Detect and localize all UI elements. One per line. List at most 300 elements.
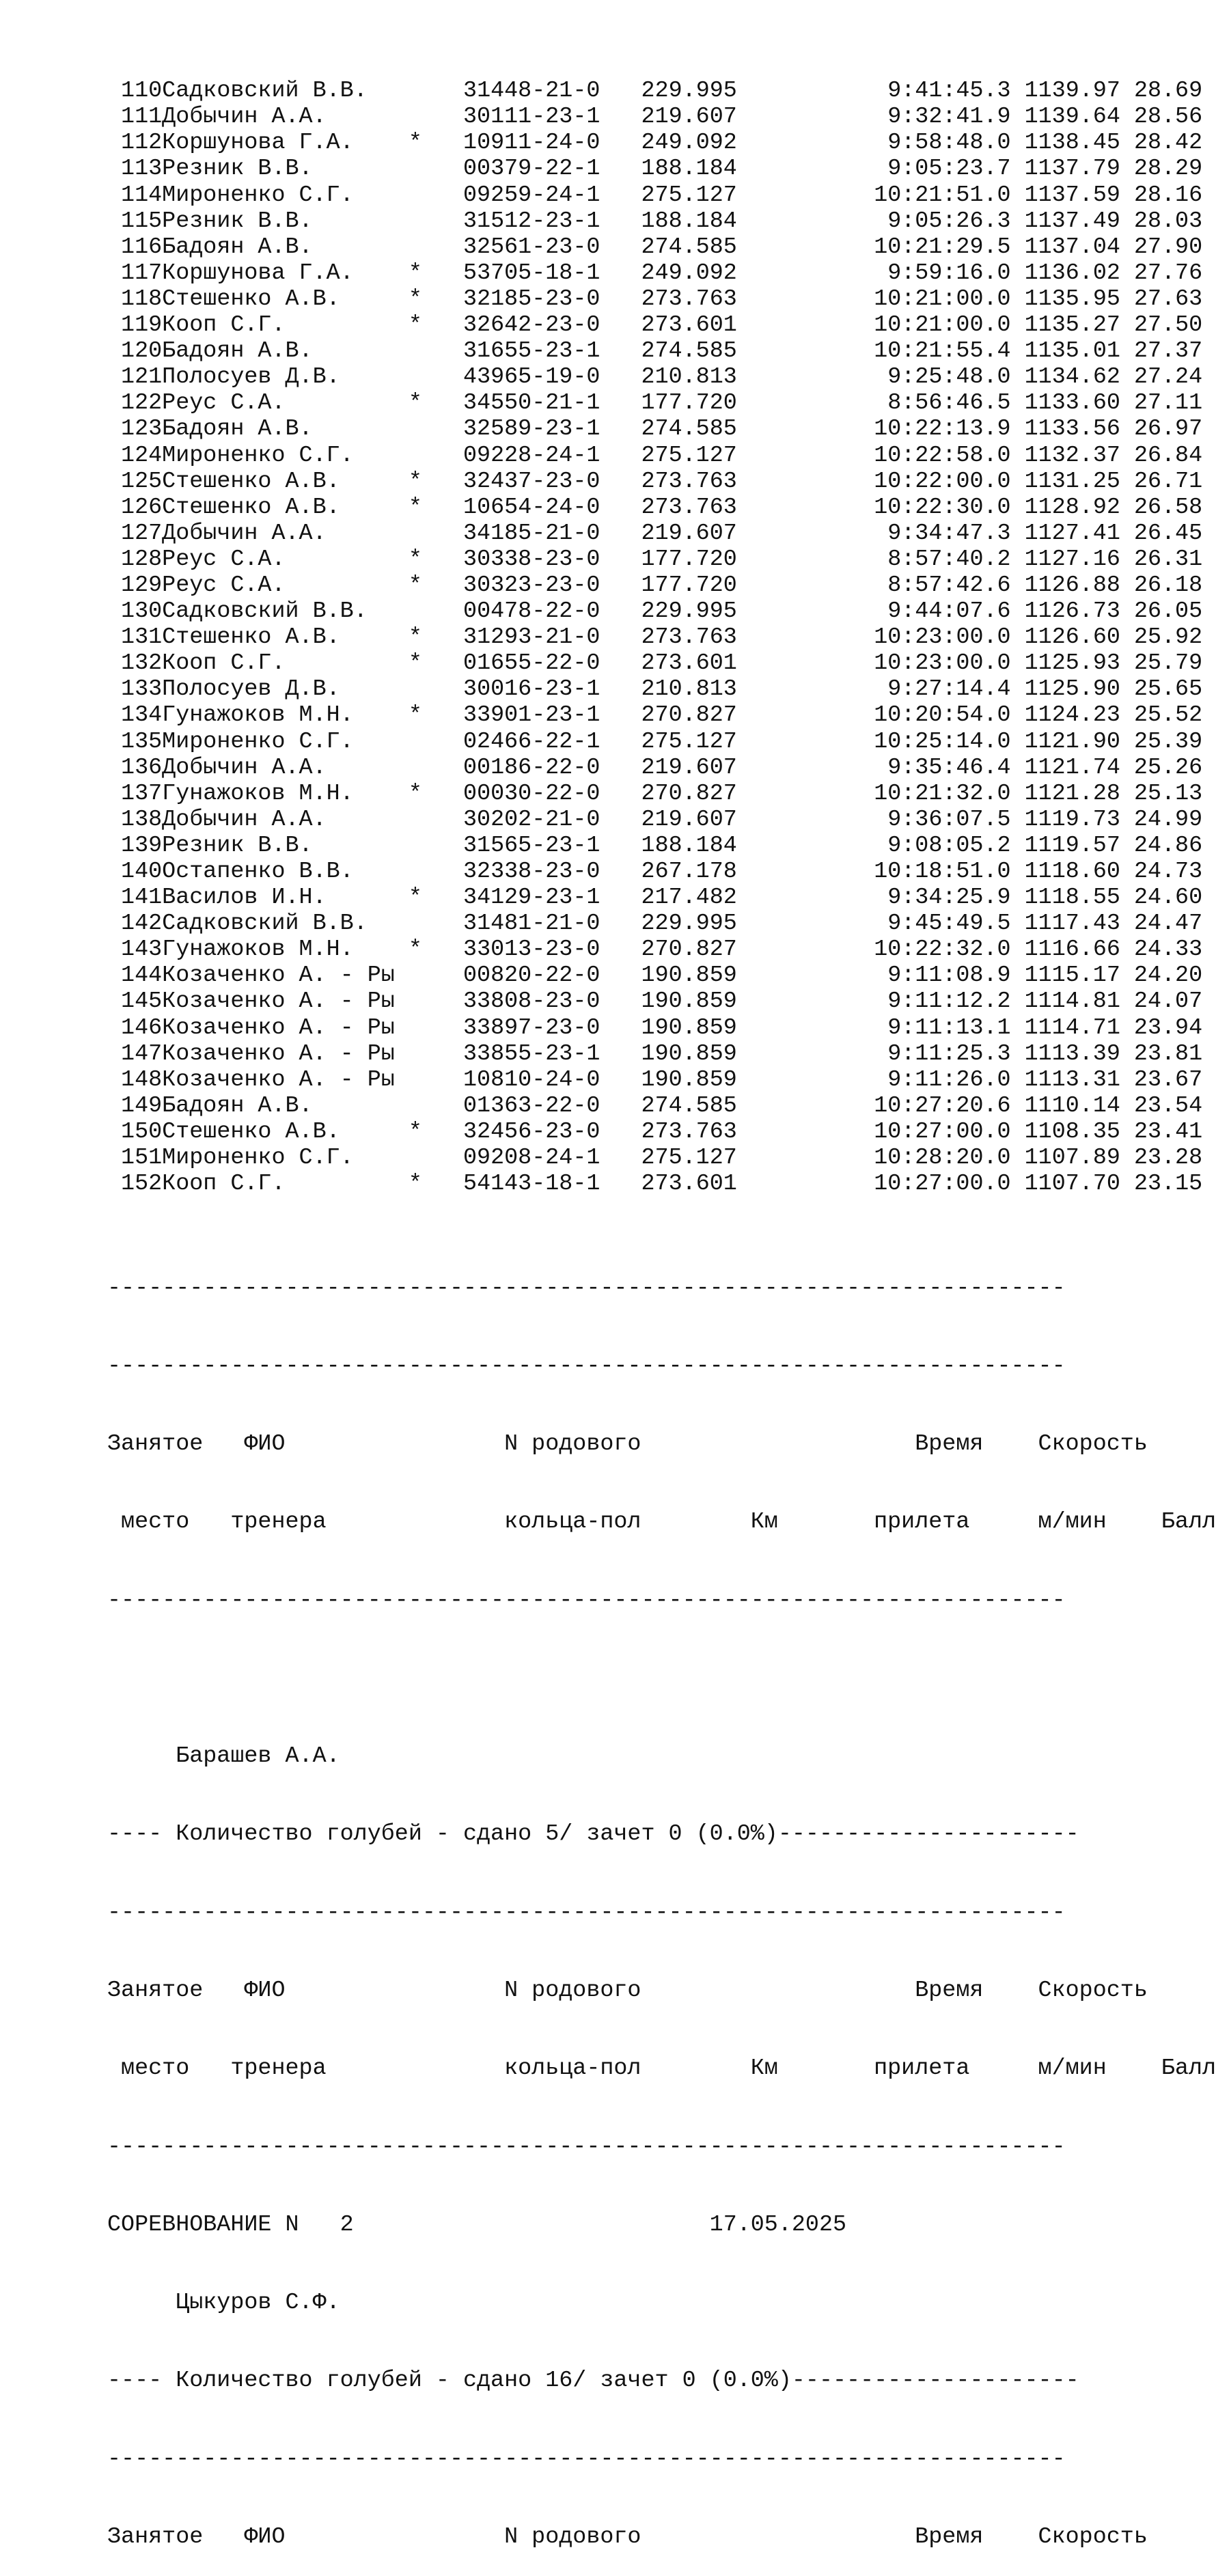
result-row xyxy=(107,495,1216,521)
speed-cell: 1126.73 xyxy=(1024,598,1120,625)
column-header-line-1: Занятое ФИО N родового Время Скорость xyxy=(107,1431,1148,1458)
place-cell: 112 xyxy=(121,130,163,156)
place-cell: 135 xyxy=(121,728,163,755)
score-cell: 28.42 xyxy=(1133,130,1203,156)
place-cell: 142 xyxy=(121,911,163,937)
score-cell: 25.65 xyxy=(1133,676,1203,703)
trainer-name-cell: Мироненко С.Г. xyxy=(162,442,354,469)
distance-cell: 270.827 xyxy=(641,702,737,729)
distance-cell: 190.859 xyxy=(641,988,737,1015)
ring-number-cell: 31448-21-0 xyxy=(463,78,600,105)
ring-number-cell: 33855-23-1 xyxy=(463,1040,600,1067)
ring-number-cell: 31565-23-1 xyxy=(463,832,600,859)
distance-cell: 273.601 xyxy=(641,1171,737,1197)
ring-number-cell: 10654-24-0 xyxy=(463,494,600,521)
score-cell: 23.94 xyxy=(1133,1014,1203,1041)
ring-number-cell: 32338-23-0 xyxy=(463,859,600,885)
arrival-time-cell: 9:58:48.0 xyxy=(887,130,1011,156)
place-cell: 127 xyxy=(121,520,163,546)
arrival-time-cell: 10:21:00.0 xyxy=(874,312,1011,339)
distance-cell: 273.763 xyxy=(641,1118,737,1145)
ring-number-cell: 33897-23-0 xyxy=(463,1014,600,1041)
distance-cell: 177.720 xyxy=(641,390,737,417)
place-cell: 140 xyxy=(121,859,163,885)
trainer-name-cell: Кооп С.Г. xyxy=(162,1171,286,1197)
place-cell: 122 xyxy=(121,390,163,417)
speed-cell: 1107.70 xyxy=(1024,1171,1120,1197)
arrival-time-cell: 9:11:13.1 xyxy=(887,1014,1011,1041)
speed-cell: 1127.16 xyxy=(1024,546,1120,572)
speed-cell: 1113.39 xyxy=(1024,1040,1120,1067)
mark-cell: * xyxy=(408,494,422,521)
result-row xyxy=(107,338,1216,364)
arrival-time-cell: 10:23:00.0 xyxy=(874,624,1011,651)
score-cell: 26.58 xyxy=(1133,494,1203,521)
arrival-time-cell: 9:27:14.4 xyxy=(887,676,1011,703)
distance-cell: 188.184 xyxy=(641,208,737,234)
place-cell: 134 xyxy=(121,702,163,729)
trainer-name-cell: Гунажоков М.Н. xyxy=(162,702,354,729)
separator-line: ---------------------------------------------------------------------- xyxy=(107,1899,1066,1926)
arrival-time-cell: 10:27:00.0 xyxy=(874,1171,1011,1197)
trainer-name-cell: Мироненко С.Г. xyxy=(162,1145,354,1172)
distance-cell: 275.127 xyxy=(641,442,737,469)
place-cell: 120 xyxy=(121,338,163,365)
place-cell: 124 xyxy=(121,442,163,469)
ring-number-cell: 32185-23-0 xyxy=(463,286,600,312)
score-cell: 26.05 xyxy=(1133,598,1203,625)
place-cell: 145 xyxy=(121,988,163,1015)
speed-cell: 1115.17 xyxy=(1024,962,1120,989)
distance-cell: 273.763 xyxy=(641,624,737,651)
speed-cell: 1133.60 xyxy=(1024,390,1120,417)
distance-cell: 229.995 xyxy=(641,78,737,105)
ring-number-cell: 34185-21-0 xyxy=(463,520,600,546)
result-row xyxy=(107,962,1216,988)
place-cell: 119 xyxy=(121,312,163,339)
score-cell: 28.56 xyxy=(1133,104,1203,130)
score-cell: 25.92 xyxy=(1133,624,1203,651)
place-cell: 147 xyxy=(121,1040,163,1067)
speed-cell: 1131.25 xyxy=(1024,468,1120,495)
speed-cell: 1116.66 xyxy=(1024,937,1120,963)
distance-cell: 219.607 xyxy=(641,520,737,546)
trainer-name-cell: Добычин А.А. xyxy=(162,520,327,546)
arrival-time-cell: 10:20:54.0 xyxy=(874,702,1011,729)
trainer-name-cell: Василов И.Н. xyxy=(162,885,327,911)
ring-number-cell: 31481-21-0 xyxy=(463,911,600,937)
trainer-pigeon-summary: ---- Количество голубей - сдано 5/ зачет 0 (0.0%)---------------------- xyxy=(107,1821,1079,1848)
distance-cell: 190.859 xyxy=(641,1040,737,1067)
arrival-time-cell: 9:32:41.9 xyxy=(887,104,1011,130)
trainer-name-cell: Козаченко А. - Ры xyxy=(162,962,395,989)
arrival-time-cell: 9:36:07.5 xyxy=(887,806,1011,833)
result-row xyxy=(107,1145,1216,1171)
ring-number-cell: 43965-19-0 xyxy=(463,364,600,391)
result-row xyxy=(107,260,1216,286)
trainer-name-cell: Бадоян А.В. xyxy=(162,234,313,260)
score-cell: 27.50 xyxy=(1133,312,1203,339)
trainer-name-cell: Стешенко А.В. xyxy=(162,494,340,521)
ring-number-cell: 09228-24-1 xyxy=(463,442,600,469)
trainer-name-cell: Добычин А.А. xyxy=(162,754,327,781)
result-row xyxy=(107,1041,1216,1067)
score-cell: 23.67 xyxy=(1133,1066,1203,1093)
place-cell: 121 xyxy=(121,364,163,391)
speed-cell: 1139.97 xyxy=(1024,78,1120,105)
score-cell: 28.29 xyxy=(1133,156,1203,182)
result-row xyxy=(107,286,1216,312)
arrival-time-cell: 9:11:08.9 xyxy=(887,962,1011,989)
ring-number-cell: 32437-23-0 xyxy=(463,468,600,495)
score-cell: 23.15 xyxy=(1133,1171,1203,1197)
result-row xyxy=(107,234,1216,260)
arrival-time-cell: 9:11:26.0 xyxy=(887,1066,1011,1093)
ring-number-cell: 32642-23-0 xyxy=(463,312,600,339)
speed-cell: 1137.04 xyxy=(1024,234,1120,260)
result-row xyxy=(107,572,1216,598)
arrival-time-cell: 9:45:49.5 xyxy=(887,911,1011,937)
score-cell: 26.45 xyxy=(1133,520,1203,546)
speed-cell: 1107.89 xyxy=(1024,1145,1120,1172)
distance-cell: 188.184 xyxy=(641,832,737,859)
place-cell: 111 xyxy=(121,104,163,130)
speed-cell: 1125.90 xyxy=(1024,676,1120,703)
ring-number-cell: 34550-21-1 xyxy=(463,390,600,417)
ring-number-cell: 32589-23-1 xyxy=(463,416,600,443)
ring-number-cell: 32456-23-0 xyxy=(463,1118,600,1145)
ring-number-cell: 53705-18-1 xyxy=(463,260,600,286)
trainer-name-cell: Добычин А.А. xyxy=(162,806,327,833)
distance-cell: 274.585 xyxy=(641,1092,737,1119)
result-row xyxy=(107,859,1216,885)
score-cell: 24.73 xyxy=(1133,859,1203,885)
ring-number-cell: 30338-23-0 xyxy=(463,546,600,572)
speed-cell: 1126.60 xyxy=(1024,624,1120,651)
result-row xyxy=(107,312,1216,338)
speed-cell: 1110.14 xyxy=(1024,1092,1120,1119)
trainer-name-cell: Стешенко А.В. xyxy=(162,286,340,312)
score-cell: 25.79 xyxy=(1133,650,1203,677)
mark-cell: * xyxy=(408,468,422,495)
arrival-time-cell: 9:35:46.4 xyxy=(887,754,1011,781)
arrival-time-cell: 9:11:25.3 xyxy=(887,1040,1011,1067)
place-cell: 138 xyxy=(121,806,163,833)
speed-cell: 1121.74 xyxy=(1024,754,1120,781)
trainer-name-cell: Кооп С.Г. xyxy=(162,650,286,677)
distance-cell: 219.607 xyxy=(641,104,737,130)
result-row xyxy=(107,104,1216,130)
trainer-name: Барашев А.А. xyxy=(107,1743,340,1770)
column-header-line-1: Занятое ФИО N родового Время Скорость xyxy=(107,2524,1148,2550)
arrival-time-cell: 9:08:05.2 xyxy=(887,832,1011,859)
ring-number-cell: 00379-22-1 xyxy=(463,156,600,182)
trainer-name-cell: Стешенко А.В. xyxy=(162,1118,340,1145)
arrival-time-cell: 10:22:13.9 xyxy=(874,416,1011,443)
trainer-name-cell: Козаченко А. - Ры xyxy=(162,988,395,1015)
score-cell: 25.39 xyxy=(1133,728,1203,755)
place-cell: 148 xyxy=(121,1066,163,1093)
speed-cell: 1108.35 xyxy=(1024,1118,1120,1145)
trainer-name-cell: Резник В.В. xyxy=(162,208,313,234)
result-row xyxy=(107,390,1216,416)
ring-number-cell: 01655-22-0 xyxy=(463,650,600,677)
speed-cell: 1135.95 xyxy=(1024,286,1120,312)
speed-cell: 1121.90 xyxy=(1024,728,1120,755)
place-cell: 149 xyxy=(121,1092,163,1119)
mark-cell: * xyxy=(408,624,422,651)
speed-cell: 1128.92 xyxy=(1024,494,1120,521)
ring-number-cell: 33901-23-1 xyxy=(463,702,600,729)
ring-number-cell: 31512-23-1 xyxy=(463,208,600,234)
place-cell: 115 xyxy=(121,208,163,234)
speed-cell: 1133.56 xyxy=(1024,416,1120,443)
speed-cell: 1137.59 xyxy=(1024,182,1120,208)
arrival-time-cell: 10:23:00.0 xyxy=(874,650,1011,677)
result-row xyxy=(107,443,1216,469)
score-cell: 28.03 xyxy=(1133,208,1203,234)
mark-cell: * xyxy=(408,702,422,729)
result-row xyxy=(107,208,1216,234)
distance-cell: 210.813 xyxy=(641,364,737,391)
ring-number-cell: 00478-22-0 xyxy=(463,598,600,625)
mark-cell: * xyxy=(408,312,422,339)
trainer-name-cell: Реус С.А. xyxy=(162,546,286,572)
arrival-time-cell: 10:27:00.0 xyxy=(874,1118,1011,1145)
place-cell: 136 xyxy=(121,754,163,781)
distance-cell: 274.585 xyxy=(641,338,737,365)
place-cell: 141 xyxy=(121,885,163,911)
score-cell: 24.07 xyxy=(1133,988,1203,1015)
speed-cell: 1119.73 xyxy=(1024,806,1120,833)
trainer-name-cell: Добычин А.А. xyxy=(162,104,327,130)
result-row xyxy=(107,130,1216,156)
ring-number-cell: 10911-24-0 xyxy=(463,130,600,156)
mark-cell: * xyxy=(408,1171,422,1197)
score-cell: 28.69 xyxy=(1133,78,1203,105)
ring-number-cell: 00820-22-0 xyxy=(463,962,600,989)
arrival-time-cell: 10:21:55.4 xyxy=(874,338,1011,365)
trainer-name-cell: Бадоян А.В. xyxy=(162,1092,313,1119)
distance-cell: 273.763 xyxy=(641,286,737,312)
result-row xyxy=(107,781,1216,807)
result-row xyxy=(107,546,1216,572)
arrival-time-cell: 9:59:16.0 xyxy=(887,260,1011,286)
place-cell: 117 xyxy=(121,260,163,286)
result-row xyxy=(107,1067,1216,1093)
trainer-name-cell: Резник В.В. xyxy=(162,832,313,859)
result-row xyxy=(107,650,1216,676)
arrival-time-cell: 9:34:25.9 xyxy=(887,885,1011,911)
score-cell: 25.13 xyxy=(1133,780,1203,807)
place-cell: 144 xyxy=(121,962,163,989)
place-cell: 139 xyxy=(121,832,163,859)
trainer-name-cell: Садковский В.В. xyxy=(162,911,368,937)
mark-cell: * xyxy=(408,390,422,417)
trainer-name-cell: Остапенко В.В. xyxy=(162,859,354,885)
trainer-name-cell: Козаченко А. - Ры xyxy=(162,1040,395,1067)
speed-cell: 1117.43 xyxy=(1024,911,1120,937)
mark-cell: * xyxy=(408,650,422,677)
mark-cell: * xyxy=(408,546,422,572)
arrival-time-cell: 10:22:00.0 xyxy=(874,468,1011,495)
trainer-name: Цыкуров С.Ф. xyxy=(107,2290,340,2316)
score-cell: 26.84 xyxy=(1133,442,1203,469)
score-cell: 27.24 xyxy=(1133,364,1203,391)
ring-number-cell: 02466-22-1 xyxy=(463,728,600,755)
result-row xyxy=(107,1015,1216,1041)
ring-number-cell: 34129-23-1 xyxy=(463,885,600,911)
arrival-time-cell: 10:21:51.0 xyxy=(874,182,1011,208)
arrival-time-cell: 10:21:29.5 xyxy=(874,234,1011,260)
speed-cell: 1125.93 xyxy=(1024,650,1120,677)
arrival-time-cell: 9:05:26.3 xyxy=(887,208,1011,234)
score-cell: 23.54 xyxy=(1133,1092,1203,1119)
distance-cell: 273.763 xyxy=(641,494,737,521)
speed-cell: 1135.01 xyxy=(1024,338,1120,365)
score-cell: 27.90 xyxy=(1133,234,1203,260)
score-cell: 27.63 xyxy=(1133,286,1203,312)
trainer-name-cell: Козаченко А. - Ры xyxy=(162,1066,395,1093)
speed-cell: 1137.79 xyxy=(1024,156,1120,182)
place-cell: 130 xyxy=(121,598,163,625)
trainer-name-cell: Полосуев Д.В. xyxy=(162,676,340,703)
distance-cell: 190.859 xyxy=(641,1014,737,1041)
speed-cell: 1119.57 xyxy=(1024,832,1120,859)
ring-number-cell: 54143-18-1 xyxy=(463,1171,600,1197)
result-row xyxy=(107,1171,1216,1197)
arrival-time-cell: 10:27:20.6 xyxy=(874,1092,1011,1119)
place-cell: 151 xyxy=(121,1145,163,1172)
ring-number-cell: 01363-22-0 xyxy=(463,1092,600,1119)
result-row xyxy=(107,755,1216,781)
trainer-pigeon-summary: ---- Количество голубей - сдано 16/ зачет 0 (0.0%)--------------------- xyxy=(107,2368,1079,2394)
place-cell: 113 xyxy=(121,156,163,182)
score-cell: 27.76 xyxy=(1133,260,1203,286)
distance-cell: 219.607 xyxy=(641,806,737,833)
place-cell: 114 xyxy=(121,182,163,208)
result-row xyxy=(107,364,1216,390)
speed-cell: 1136.02 xyxy=(1024,260,1120,286)
ring-number-cell: 00186-22-0 xyxy=(463,754,600,781)
trainer-name-cell: Мироненко С.Г. xyxy=(162,728,354,755)
distance-cell: 217.482 xyxy=(641,885,737,911)
trainer-name-cell: Резник В.В. xyxy=(162,156,313,182)
place-cell: 126 xyxy=(121,494,163,521)
trainer-name-cell: Реус С.А. xyxy=(162,390,286,417)
score-cell: 24.33 xyxy=(1133,937,1203,963)
mark-cell: * xyxy=(408,937,422,963)
arrival-time-cell: 10:22:58.0 xyxy=(874,442,1011,469)
score-cell: 26.71 xyxy=(1133,468,1203,495)
speed-cell: 1135.27 xyxy=(1024,312,1120,339)
speed-cell: 1121.28 xyxy=(1024,780,1120,807)
arrival-time-cell: 8:57:40.2 xyxy=(887,546,1011,572)
score-cell: 28.16 xyxy=(1133,182,1203,208)
arrival-time-cell: 9:41:45.3 xyxy=(887,78,1011,105)
separator-line: ---------------------------------------------------------------------- xyxy=(107,2133,1066,2160)
result-row xyxy=(107,702,1216,728)
trainer-name-cell: Мироненко С.Г. xyxy=(162,182,354,208)
distance-cell: 249.092 xyxy=(641,260,737,286)
distance-cell: 229.995 xyxy=(641,598,737,625)
place-cell: 146 xyxy=(121,1014,163,1041)
speed-cell: 1127.41 xyxy=(1024,520,1120,546)
distance-cell: 177.720 xyxy=(641,572,737,598)
ring-number-cell: 09259-24-1 xyxy=(463,182,600,208)
speed-cell: 1126.88 xyxy=(1024,572,1120,598)
distance-cell: 210.813 xyxy=(641,676,737,703)
ring-number-cell: 33013-23-0 xyxy=(463,937,600,963)
arrival-time-cell: 8:57:42.6 xyxy=(887,572,1011,598)
distance-cell: 229.995 xyxy=(641,911,737,937)
ring-number-cell: 31293-21-0 xyxy=(463,624,600,651)
speed-cell: 1124.23 xyxy=(1024,702,1120,729)
distance-cell: 177.720 xyxy=(641,546,737,572)
ring-number-cell: 33808-23-0 xyxy=(463,988,600,1015)
trainer-name-cell: Гунажоков М.Н. xyxy=(162,937,354,963)
speed-cell: 1134.62 xyxy=(1024,364,1120,391)
place-cell: 110 xyxy=(121,78,163,105)
separator-line: ---------------------------------------------------------------------- xyxy=(107,1587,1066,1614)
place-cell: 125 xyxy=(121,468,163,495)
trainer-name-cell: Полосуев Д.В. xyxy=(162,364,340,391)
place-cell: 132 xyxy=(121,650,163,677)
speed-cell: 1113.31 xyxy=(1024,1066,1120,1093)
trainer-name-cell: Бадоян А.В. xyxy=(162,338,313,365)
trainer-name-cell: Гунажоков М.Н. xyxy=(162,780,354,807)
separator-line: ---------------------------------------------------------------------- xyxy=(107,1275,1066,1301)
distance-cell: 188.184 xyxy=(641,156,737,182)
distance-cell: 275.127 xyxy=(641,182,737,208)
score-cell: 25.52 xyxy=(1133,702,1203,729)
trainer-name-cell: Бадоян А.В. xyxy=(162,416,313,443)
score-cell: 24.86 xyxy=(1133,832,1203,859)
place-cell: 123 xyxy=(121,416,163,443)
result-row xyxy=(107,469,1216,495)
result-row xyxy=(107,1093,1216,1119)
ring-number-cell: 31655-23-1 xyxy=(463,338,600,365)
distance-cell: 270.827 xyxy=(641,780,737,807)
score-cell: 23.41 xyxy=(1133,1118,1203,1145)
score-cell: 26.18 xyxy=(1133,572,1203,598)
place-cell: 150 xyxy=(121,1118,163,1145)
arrival-time-cell: 9:25:48.0 xyxy=(887,364,1011,391)
place-cell: 137 xyxy=(121,780,163,807)
trainer-name-cell: Стешенко А.В. xyxy=(162,468,340,495)
place-cell: 131 xyxy=(121,624,163,651)
result-row xyxy=(107,1119,1216,1145)
arrival-time-cell: 10:18:51.0 xyxy=(874,859,1011,885)
distance-cell: 270.827 xyxy=(641,937,737,963)
mark-cell: * xyxy=(408,286,422,312)
score-cell: 27.37 xyxy=(1133,338,1203,365)
arrival-time-cell: 9:11:12.2 xyxy=(887,988,1011,1015)
arrival-time-cell: 10:22:30.0 xyxy=(874,494,1011,521)
results-document xyxy=(107,26,1216,2576)
distance-cell: 190.859 xyxy=(641,1066,737,1093)
column-header-line-1: Занятое ФИО N родового Время Скорость xyxy=(107,1978,1148,2004)
trainer-name-cell: Коршунова Г.А. xyxy=(162,130,354,156)
speed-cell: 1139.64 xyxy=(1024,104,1120,130)
mark-cell: * xyxy=(408,130,422,156)
arrival-time-cell: 10:21:32.0 xyxy=(874,780,1011,807)
score-cell: 24.20 xyxy=(1133,962,1203,989)
place-cell: 129 xyxy=(121,572,163,598)
arrival-time-cell: 9:34:47.3 xyxy=(887,520,1011,546)
arrival-time-cell: 9:44:07.6 xyxy=(887,598,1011,625)
distance-cell: 273.601 xyxy=(641,650,737,677)
